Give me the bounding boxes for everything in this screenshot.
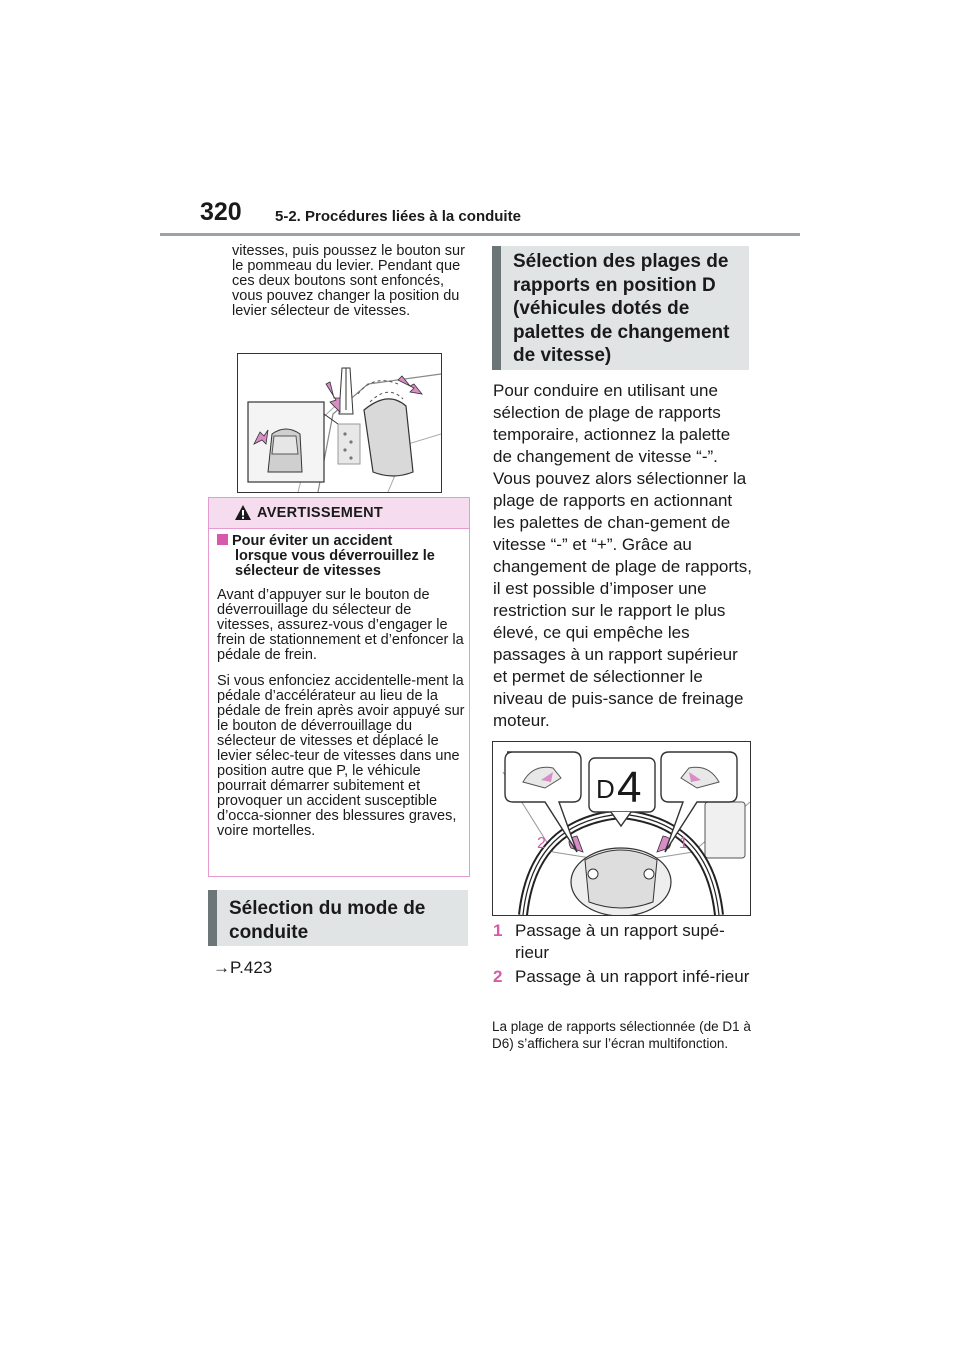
driving-mode-title: Sélection du mode de conduite xyxy=(208,890,468,946)
warning-box xyxy=(208,497,470,877)
driving-mode-reference[interactable]: →P.423 xyxy=(213,958,273,977)
warning-paragraph-2: Si vous enfonciez accidentelle-ment la pédale d’accélérateur au lieu de la pédale de frein après avoir appuyé sur le bouton de déverrouillage du sélecteur de vitesses et déplacé le levier sélec-teur de vitesses dans une position autre que P, le véhicule pourrait démarrer subitement et provoquer un accident susceptible d’occa-sionner des blessures graves, voire mortelles. xyxy=(217,673,465,839)
step-text: Passage à un rapport infé-rieur xyxy=(515,967,750,986)
range-selection-title: Sélection des plages de rapports en position D (véhicules dotés de palettes de changement de vitesse) xyxy=(492,246,749,370)
warning-subheading-rest: lorsque vous déverrouillez le sélecteur de vitesses xyxy=(235,548,435,579)
section-header: 5-2. Procédures liées à la conduite xyxy=(275,208,521,225)
warning-subheading xyxy=(217,534,465,579)
warning-triangle-icon xyxy=(234,504,252,521)
shift-lever-illustration xyxy=(238,354,441,492)
square-bullet-icon xyxy=(217,534,228,545)
callout-1: 1 xyxy=(679,835,688,852)
range-note: La plage de rapports sélectionnée (de D1 à D6) s’affichera sur l’écran multifonction. xyxy=(492,1019,751,1051)
step-text: Passage à un rapport supé-rieur xyxy=(515,921,725,962)
shift-lever-figure xyxy=(237,353,442,493)
step-number: 2 xyxy=(493,967,503,986)
callout-2: 2 xyxy=(537,835,546,852)
header-rule xyxy=(160,233,800,236)
step-number: 1 xyxy=(493,921,503,940)
paddle-shift-figure xyxy=(492,741,751,916)
page-number: 320 xyxy=(200,198,242,226)
intro-text: vitesses, puis poussez le bouton sur le pommeau du levier. Pendant que ces deux boutons sont enfoncés, vous pouvez changer la position du levier sélecteur de vitesses. xyxy=(232,243,465,319)
warning-title: AVERTISSEMENT xyxy=(257,505,384,521)
display-gear-number: 4 xyxy=(617,763,642,812)
steering-wheel-illustration xyxy=(493,742,750,915)
warning-header xyxy=(209,498,469,529)
display-gear-letter: D xyxy=(596,774,615,804)
warning-paragraph-1: Avant d’appuyer sur le bouton de déverrouillage du sélecteur de vitesses, assurez-vous d’engager le frein de stationnement et d’enfoncer la pédale de frein. xyxy=(217,587,464,663)
warning-subheading-first: Pour éviter un accident xyxy=(232,533,393,549)
range-selection-paragraph: Pour conduire en utilisant une sélection de plage de rapports temporaire, actionnez la palette de changement de vitesse “-”. Vous pouvez alors sélectionner la plage de rapports en actionnant les palettes de chan-gement de vitesse “-” et “+”. Grâce au changement de plage de rapports, il est possible d’imposer une restriction sur le rapport le plus élevé, ce qui empêche les passages à un rapport supérieur et permet de sélectionner le niveau de puis-sance de freinage moteur. xyxy=(493,381,752,730)
